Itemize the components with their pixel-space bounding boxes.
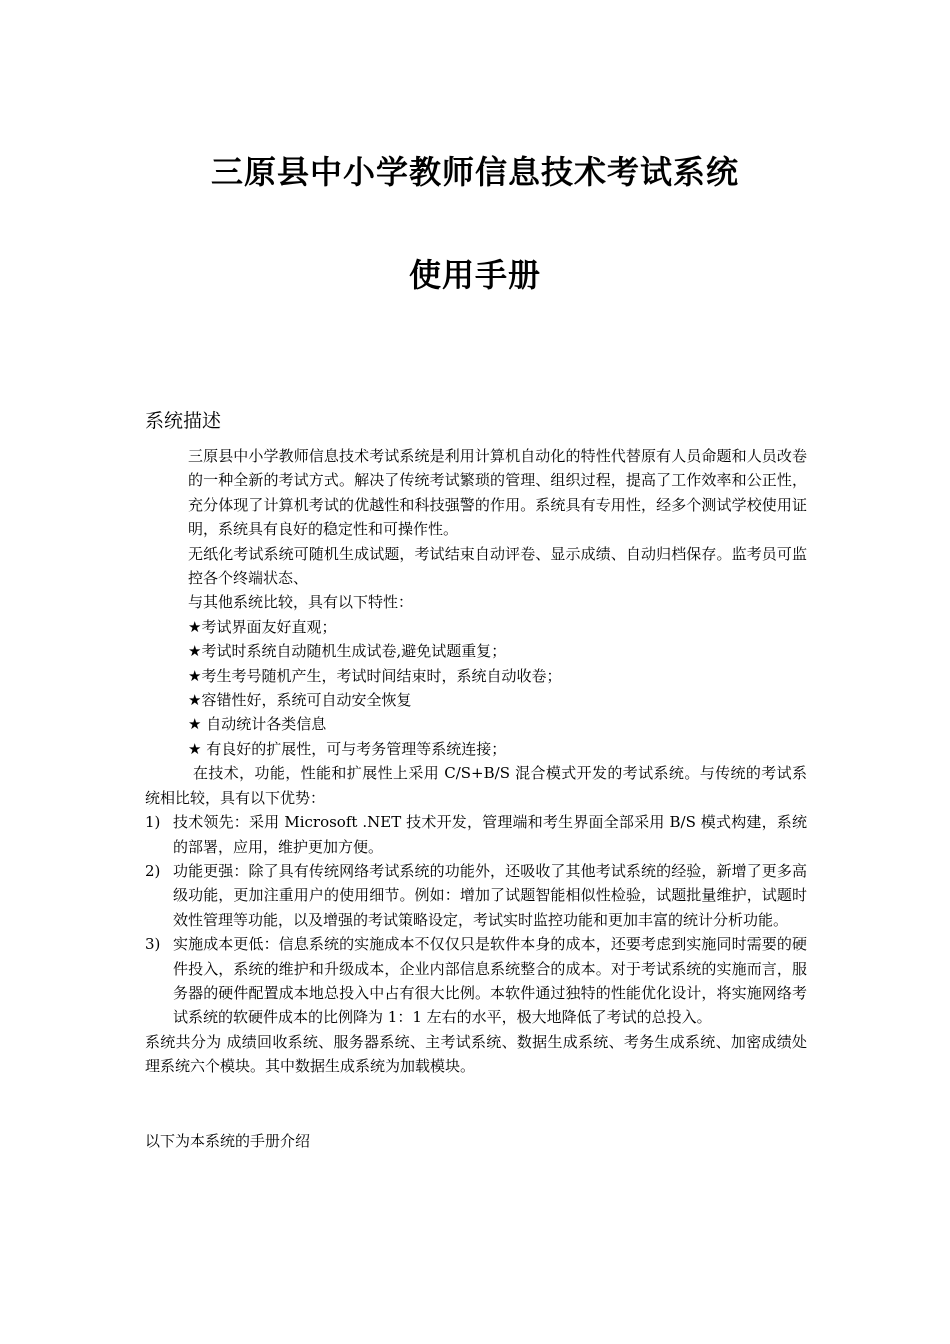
paperless-paragraph: 无纸化考试系统可随机生成试题，考试结束自动评卷、显示成绩、自动归档保存。监考员可监控各个终端状态、	[188, 544, 807, 588]
feature-text: 自动统计各类信息	[201, 715, 327, 734]
star-icon: ★	[188, 715, 202, 734]
advantage-text: 实施成本更低：信息系统的实施成本不仅仅只是软件本身的成本，还要考虑到实施同时需要的硬件投入，系统的维护和升级成本，企业内部信息系统整合的成本。对于考试系统的实施而言，服务器的硬件配置成本地总投入中占有很大比例。本软件通过独特的性能优化设计，将实施网络考试系统的软硬件成本的比例降为 1：1 左右的水平，极大地降低了考试的总投入。	[173, 935, 807, 1027]
closing-line: 以下为本系统的手册介绍	[145, 1131, 311, 1150]
advantage-list	[145, 810, 807, 1030]
feature-text: 容错性好，系统可自动安全恢复	[201, 691, 412, 710]
intro-paragraph: 三原县中小学教师信息技术考试系统是利用计算机自动化的特性代替原有人员命题和人员改卷的一种全新的考试方式。解决了传统考试繁琐的管理、组织过程，提高了工作效率和公正性，充分体现了计算机考试的优越性和科技强警的作用。系统具有专用性，经多个测试学校使用证明，系统具有良好的稳定性和可操作性。	[188, 447, 807, 539]
feature-text: 考试界面友好直观；	[201, 617, 337, 636]
advantage-intro: 在技术，功能，性能和扩展性上采用 C/S+B/S 混合模式开发的考试系统。与传统的考试系统相比较，具有以下优势：	[145, 764, 807, 807]
compare-intro: 与其他系统比较，具有以下特性：	[188, 593, 414, 612]
paragraph-spacer	[145, 1079, 807, 1129]
section-heading: 系统描述	[145, 410, 222, 432]
modules-paragraph: 系统共分为 成绩回收系统、服务器系统、主考试系统、数据生成系统、考务生成系统、加密成绩处理系统六个模块。其中数据生成系统为加载模块。	[145, 1032, 807, 1076]
document-subtitle: 使用手册	[408, 256, 541, 294]
feature-item	[145, 664, 807, 688]
feature-text: 考生考号随机产生，考试时间结束时，系统自动收卷；	[201, 666, 562, 685]
feature-text: 有良好的扩展性，可与考务管理等系统连接；	[201, 739, 507, 758]
advantage-item	[145, 932, 807, 1030]
star-icon: ★	[188, 617, 202, 636]
document-title: 三原县中小学教师信息技术考试系统	[210, 153, 739, 191]
advantage-number: 3)	[145, 935, 161, 954]
feature-item	[145, 615, 807, 639]
advantage-item	[145, 810, 807, 859]
star-icon: ★	[188, 642, 202, 661]
advantage-item	[145, 859, 807, 932]
star-icon: ★	[188, 739, 202, 758]
feature-item	[145, 688, 807, 712]
star-icon: ★	[188, 666, 202, 685]
advantage-text: 功能更强：除了具有传统网络考试系统的功能外，还吸收了其他考试系统的经验，新增了更多高级功能，更加注重用户的使用细节。例如：增加了试题智能相似性检验，试题批量维护，试题时效性管理等功能，以及增强的考试策略设定，考试实时监控功能和更加丰富的统计分析功能。	[173, 861, 807, 929]
feature-item	[145, 737, 807, 761]
star-icon: ★	[188, 691, 202, 710]
feature-text: 考试时系统自动随机生成试卷,避免试题重复；	[201, 642, 507, 661]
advantage-text: 技术领先：采用 Microsoft .NET 技术开发，管理端和考生界面全部采用 B/S 模式构建，系统的部署，应用，维护更加方便。	[173, 813, 807, 856]
feature-list	[145, 615, 807, 761]
advantage-number: 1)	[145, 813, 161, 832]
feature-item	[145, 712, 807, 736]
advantage-number: 2)	[145, 861, 161, 880]
feature-item	[145, 639, 807, 663]
section-body	[145, 444, 807, 1153]
